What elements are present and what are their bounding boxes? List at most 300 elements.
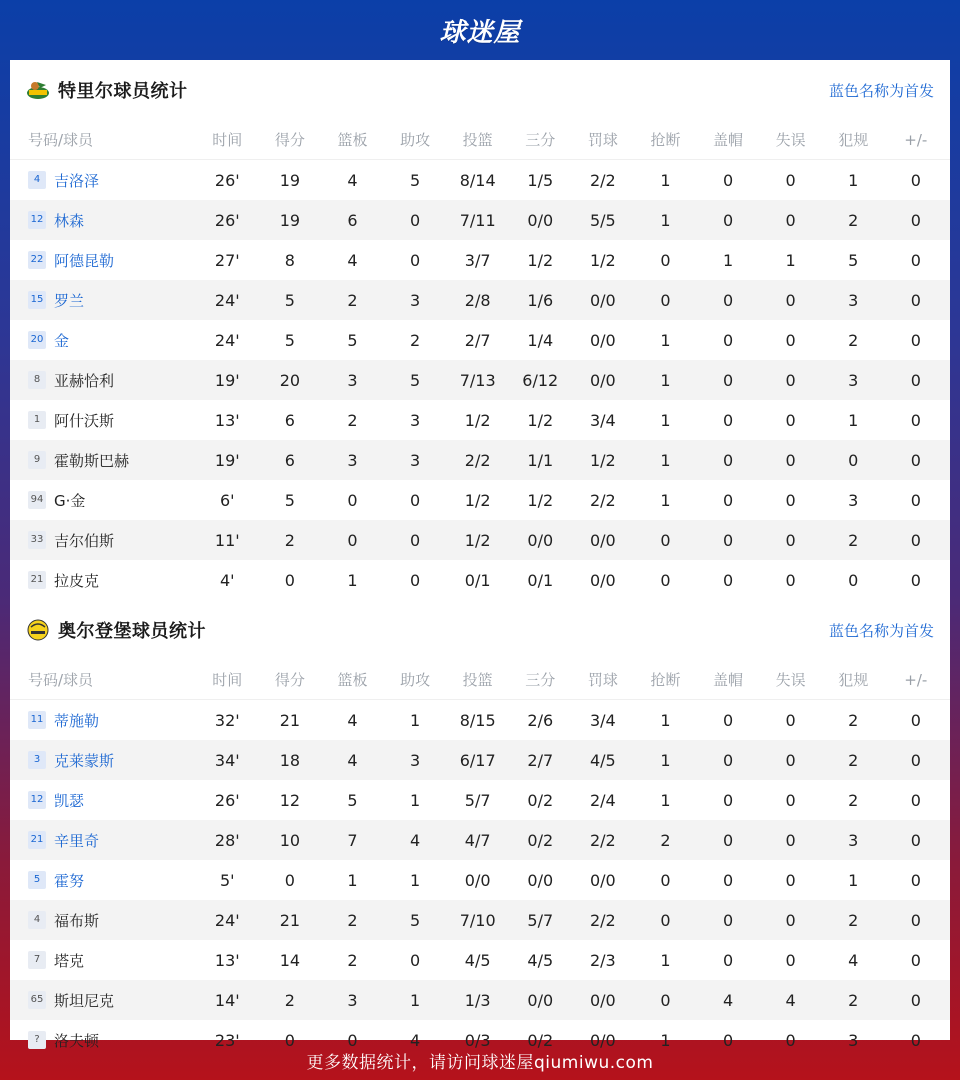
stat-cell: 0 bbox=[409, 950, 421, 970]
stat-cell: 8/15 bbox=[459, 710, 496, 730]
column-header: 犯规 bbox=[838, 131, 869, 149]
stat-cell: 7/11 bbox=[459, 210, 496, 230]
stat-cell: 27' bbox=[214, 250, 240, 270]
stat-cell: 0 bbox=[910, 370, 921, 390]
stat-cell: 0 bbox=[409, 210, 421, 230]
stat-cell: 0 bbox=[722, 570, 734, 590]
stat-cell: 2 bbox=[347, 910, 358, 930]
stat-cell: 0 bbox=[910, 250, 921, 270]
stat-cell: 3 bbox=[409, 750, 421, 770]
player-row bbox=[10, 360, 950, 400]
stat-cell: 0 bbox=[722, 490, 734, 510]
stat-cell: 2/2 bbox=[589, 170, 616, 190]
stat-cell: 0 bbox=[785, 530, 796, 550]
column-header: 篮板 bbox=[337, 671, 368, 689]
site-logo: 球迷屋 bbox=[439, 17, 521, 48]
team-section bbox=[10, 600, 950, 1060]
stat-cell: 2/7 bbox=[464, 330, 491, 350]
stat-cell: 3 bbox=[409, 290, 421, 310]
stat-cell: 0/1 bbox=[527, 570, 554, 590]
player-name[interactable]: 蒂施勒 bbox=[54, 711, 100, 730]
stat-cell: 0 bbox=[910, 570, 921, 590]
stat-cell: 6' bbox=[220, 490, 235, 510]
player-row bbox=[10, 160, 950, 200]
player-name[interactable]: 拉皮克 bbox=[54, 571, 100, 590]
stat-cell: 1/2 bbox=[464, 410, 491, 430]
stat-cell: 1 bbox=[848, 410, 859, 430]
stat-cell: 4 bbox=[848, 950, 859, 970]
player-name[interactable]: 霍勒斯巴赫 bbox=[54, 451, 130, 470]
player-name[interactable]: 凯瑟 bbox=[54, 791, 85, 810]
column-header: 得分 bbox=[274, 131, 305, 149]
player-name[interactable]: 福布斯 bbox=[54, 911, 100, 930]
stat-cell: 0 bbox=[785, 330, 796, 350]
stat-cell: 0/0 bbox=[527, 870, 554, 890]
player-name[interactable]: 罗兰 bbox=[54, 291, 85, 310]
player-name[interactable]: 阿什沃斯 bbox=[54, 411, 115, 430]
site-footer[interactable]: 更多数据统计，请访问球迷屋qiumiwu.com bbox=[306, 1052, 654, 1073]
stat-cell: 0/0 bbox=[589, 990, 616, 1010]
stat-cell: 0 bbox=[910, 830, 921, 850]
jersey-number: 21 bbox=[28, 571, 46, 589]
stat-cell: 10 bbox=[279, 830, 301, 850]
stat-cell: 5 bbox=[409, 170, 421, 190]
stat-cell: 2 bbox=[848, 330, 859, 350]
stat-cell: 4 bbox=[347, 170, 358, 190]
stat-cell: 0 bbox=[785, 450, 796, 470]
stat-cell: 28' bbox=[214, 830, 240, 850]
stat-cell: 1/2 bbox=[589, 450, 616, 470]
starter-legend-note: 蓝色名称为首发 bbox=[828, 82, 934, 100]
stat-cell: 0 bbox=[660, 870, 671, 890]
player-name[interactable]: 吉尔伯斯 bbox=[54, 531, 115, 550]
stat-cell: 7/10 bbox=[459, 910, 496, 930]
player-name[interactable]: 霍努 bbox=[54, 871, 85, 890]
stat-cell: 0/2 bbox=[527, 790, 554, 810]
stat-cell: 0 bbox=[722, 750, 734, 770]
trier-team-logo bbox=[26, 79, 50, 101]
stat-cell: 0 bbox=[722, 210, 734, 230]
stat-cell: 18 bbox=[279, 750, 301, 770]
stat-cell: 0 bbox=[785, 710, 796, 730]
stat-cell: 19 bbox=[279, 170, 301, 190]
stat-cell: 1 bbox=[347, 570, 358, 590]
jersey-number: 4 bbox=[28, 171, 46, 189]
stat-cell: 0 bbox=[910, 1030, 921, 1050]
player-name-cell[interactable] bbox=[10, 290, 196, 311]
stat-cell: 1/3 bbox=[464, 990, 491, 1010]
player-name-cell[interactable] bbox=[10, 250, 196, 271]
jersey-number: 4 bbox=[28, 911, 46, 929]
stat-cell: 0 bbox=[910, 530, 921, 550]
player-row bbox=[10, 700, 950, 740]
player-name-cell[interactable] bbox=[10, 990, 196, 1011]
stat-cell: 8 bbox=[284, 250, 295, 270]
player-row bbox=[10, 560, 950, 600]
column-header: 三分 bbox=[525, 671, 556, 689]
stat-cell: 0/0 bbox=[527, 990, 554, 1010]
stat-cell: 0/0 bbox=[589, 530, 616, 550]
stat-cell: 0 bbox=[785, 950, 796, 970]
column-header: 时间 bbox=[212, 671, 243, 689]
stat-cell: 1 bbox=[409, 870, 421, 890]
stat-cell: 1/2 bbox=[589, 250, 616, 270]
player-name[interactable]: 洛夫顿 bbox=[54, 1031, 100, 1050]
player-name-cell[interactable] bbox=[10, 950, 196, 971]
jersey-number: 8 bbox=[28, 371, 46, 389]
stat-cell: 0 bbox=[910, 710, 921, 730]
stat-cell: 0 bbox=[722, 530, 734, 550]
stat-cell: 0 bbox=[910, 790, 921, 810]
stat-cell: 0 bbox=[660, 990, 671, 1010]
stat-cell: 26' bbox=[214, 790, 240, 810]
stat-cell: 2/6 bbox=[527, 710, 554, 730]
stat-cell: 11' bbox=[214, 530, 240, 550]
player-name[interactable]: 辛里奇 bbox=[54, 831, 100, 850]
column-header: 罚球 bbox=[587, 671, 618, 689]
stat-cell: 0 bbox=[347, 530, 358, 550]
stat-cell: 1 bbox=[848, 170, 859, 190]
stat-cell: 0 bbox=[722, 410, 734, 430]
player-name[interactable]: 克莱蒙斯 bbox=[54, 751, 115, 770]
stat-cell: 0 bbox=[785, 1030, 796, 1050]
jersey-number: 94 bbox=[28, 491, 46, 509]
stat-cell: 0/2 bbox=[527, 830, 554, 850]
stat-cell: 0/0 bbox=[527, 530, 554, 550]
player-name-cell[interactable] bbox=[10, 330, 196, 351]
stat-cell: 24' bbox=[214, 330, 240, 350]
stat-cell: 1/2 bbox=[527, 250, 554, 270]
stat-cell: 1 bbox=[660, 490, 671, 510]
player-name[interactable]: 林森 bbox=[54, 211, 85, 230]
stat-cell: 20 bbox=[279, 370, 301, 390]
player-row bbox=[10, 480, 950, 520]
stat-cell: 1/5 bbox=[527, 170, 554, 190]
stat-cell: 8/14 bbox=[459, 170, 496, 190]
player-name[interactable]: 金 bbox=[54, 331, 70, 350]
stat-cell: 1/1 bbox=[527, 450, 554, 470]
player-row bbox=[10, 940, 950, 980]
player-row bbox=[10, 740, 950, 780]
stat-cell: 0 bbox=[660, 530, 671, 550]
column-header: 盖帽 bbox=[713, 131, 744, 149]
jersey-number: 11 bbox=[28, 711, 46, 729]
stat-cell: 0 bbox=[409, 570, 421, 590]
stat-cell: 1 bbox=[660, 370, 671, 390]
stat-cell: 2 bbox=[284, 990, 295, 1010]
stat-cell: 0 bbox=[910, 290, 921, 310]
stat-cell: 0/0 bbox=[589, 370, 616, 390]
stat-cell: 2/2 bbox=[464, 450, 491, 470]
jersey-number: ? bbox=[28, 1031, 46, 1049]
stat-cell: 2/7 bbox=[527, 750, 554, 770]
player-name-cell[interactable] bbox=[10, 530, 196, 551]
stat-cell: 0/0 bbox=[589, 1030, 616, 1050]
stat-cell: 26' bbox=[214, 210, 240, 230]
stat-cell: 0 bbox=[722, 450, 734, 470]
starter-legend-note: 蓝色名称为首发 bbox=[828, 622, 934, 640]
jersey-number: 33 bbox=[28, 531, 46, 549]
player-name-cell[interactable] bbox=[10, 910, 196, 931]
player-row bbox=[10, 980, 950, 1020]
stat-cell: 5 bbox=[284, 490, 295, 510]
stat-cell: 0 bbox=[910, 910, 921, 930]
stat-cell: 1 bbox=[660, 950, 671, 970]
player-row bbox=[10, 280, 950, 320]
stat-cell: 3 bbox=[848, 490, 859, 510]
stat-cell: 19' bbox=[214, 450, 240, 470]
player-name-cell[interactable] bbox=[10, 870, 196, 891]
stat-cell: 0 bbox=[409, 530, 421, 550]
stat-cell: 0 bbox=[848, 450, 859, 470]
jersey-number: 3 bbox=[28, 751, 46, 769]
player-name-cell[interactable] bbox=[10, 170, 196, 191]
stat-cell: 0/2 bbox=[527, 1030, 554, 1050]
stat-cell: 5 bbox=[284, 290, 295, 310]
stat-cell: 0 bbox=[722, 710, 734, 730]
stat-cell: 4 bbox=[347, 750, 358, 770]
stat-cell: 13' bbox=[214, 950, 240, 970]
stat-cell: 4/7 bbox=[464, 830, 491, 850]
stat-cell: 2 bbox=[347, 950, 358, 970]
player-name[interactable]: 阿德昆勒 bbox=[54, 251, 115, 270]
stat-cell: 1 bbox=[660, 750, 671, 770]
stat-cell: 2 bbox=[848, 210, 859, 230]
stat-cell: 0 bbox=[722, 950, 734, 970]
stat-cell: 0/0 bbox=[589, 570, 616, 590]
stat-cell: 3 bbox=[347, 370, 358, 390]
team-section bbox=[10, 60, 950, 600]
stat-cell: 0 bbox=[722, 170, 734, 190]
column-header: 得分 bbox=[274, 671, 305, 689]
stat-cell: 0 bbox=[785, 170, 796, 190]
player-row bbox=[10, 900, 950, 940]
stat-cell: 2 bbox=[660, 830, 671, 850]
stat-cell: 1/4 bbox=[527, 330, 554, 350]
stat-cell: 0 bbox=[910, 170, 921, 190]
stat-cell: 7 bbox=[347, 830, 358, 850]
stat-cell: 2/2 bbox=[589, 910, 616, 930]
stat-cell: 6/17 bbox=[459, 750, 496, 770]
player-name[interactable]: 亚赫恰利 bbox=[54, 371, 115, 390]
stat-cell: 3 bbox=[848, 830, 859, 850]
stat-cell: 5 bbox=[848, 250, 859, 270]
stat-cell: 0 bbox=[785, 790, 796, 810]
table-header-row bbox=[10, 120, 950, 160]
stat-cell: 0 bbox=[910, 870, 921, 890]
player-row bbox=[10, 400, 950, 440]
jersey-number: 9 bbox=[28, 451, 46, 469]
stat-cell: 4 bbox=[722, 990, 734, 1010]
stat-cell: 6 bbox=[347, 210, 358, 230]
stat-cell: 5/5 bbox=[589, 210, 616, 230]
column-header: 犯规 bbox=[838, 671, 869, 689]
stat-cell: 0 bbox=[848, 570, 859, 590]
stat-cell: 1 bbox=[722, 250, 734, 270]
player-name-cell[interactable] bbox=[10, 830, 196, 851]
jersey-number: 1 bbox=[28, 411, 46, 429]
player-name-cell[interactable] bbox=[10, 570, 196, 591]
stat-cell: 1 bbox=[409, 710, 421, 730]
stat-cell: 2/8 bbox=[464, 290, 491, 310]
column-header: 抢断 bbox=[650, 671, 681, 689]
column-header: 时间 bbox=[212, 131, 243, 149]
stat-cell: 0 bbox=[910, 490, 921, 510]
stat-cell: 1/2 bbox=[527, 490, 554, 510]
stat-cell: 0 bbox=[785, 210, 796, 230]
player-name-cell[interactable] bbox=[10, 450, 196, 471]
stat-cell: 0 bbox=[785, 410, 796, 430]
stat-cell: 0 bbox=[910, 750, 921, 770]
stat-cell: 0 bbox=[284, 1030, 295, 1050]
jersey-number: 12 bbox=[28, 791, 46, 809]
stat-cell: 0 bbox=[409, 490, 421, 510]
player-name[interactable]: 斯坦尼克 bbox=[54, 991, 115, 1010]
stat-cell: 1 bbox=[660, 170, 671, 190]
stat-cell: 3 bbox=[848, 1030, 859, 1050]
stat-cell: 1/2 bbox=[464, 530, 491, 550]
stat-cell: 1 bbox=[660, 1030, 671, 1050]
player-name-cell[interactable] bbox=[10, 710, 196, 731]
stat-cell: 2 bbox=[848, 530, 859, 550]
player-row bbox=[10, 320, 950, 360]
stat-cell: 0 bbox=[910, 450, 921, 470]
column-header: 罚球 bbox=[587, 131, 618, 149]
stat-cell: 3 bbox=[347, 450, 358, 470]
stat-cell: 2 bbox=[284, 530, 295, 550]
jersey-number: 22 bbox=[28, 251, 46, 269]
stat-cell: 3 bbox=[347, 990, 358, 1010]
player-name[interactable]: 塔克 bbox=[54, 951, 85, 970]
stat-cell: 0 bbox=[910, 990, 921, 1010]
stat-cell: 2/2 bbox=[589, 490, 616, 510]
team-title-bar bbox=[10, 600, 950, 660]
stat-cell: 0/0 bbox=[589, 870, 616, 890]
stat-cell: 2 bbox=[409, 330, 421, 350]
stat-cell: 0 bbox=[660, 290, 671, 310]
stat-cell: 3 bbox=[409, 450, 421, 470]
stat-cell: 0 bbox=[347, 1030, 358, 1050]
stat-cell: 0 bbox=[347, 490, 358, 510]
stat-cell: 0/0 bbox=[527, 210, 554, 230]
stat-cell: 4/5 bbox=[527, 950, 554, 970]
stat-cell: 0 bbox=[284, 570, 295, 590]
jersey-number: 21 bbox=[28, 831, 46, 849]
stat-cell: 3/4 bbox=[589, 410, 616, 430]
stat-cell: 5 bbox=[347, 790, 358, 810]
stat-cell: 0/3 bbox=[464, 1030, 491, 1050]
player-name-cell[interactable] bbox=[10, 410, 196, 431]
stat-cell: 24' bbox=[214, 910, 240, 930]
stat-cell: 14 bbox=[279, 950, 301, 970]
stat-cell: 32' bbox=[214, 710, 240, 730]
stat-cell: 6 bbox=[284, 410, 295, 430]
player-name[interactable]: G·金 bbox=[54, 491, 86, 510]
column-header: 号码/球员 bbox=[28, 131, 94, 149]
stat-cell: 5 bbox=[284, 330, 295, 350]
player-name-cell[interactable] bbox=[10, 370, 196, 391]
stat-cell: 23' bbox=[214, 1030, 240, 1050]
stat-cell: 0/1 bbox=[464, 570, 491, 590]
stat-cell: 0/0 bbox=[589, 330, 616, 350]
player-name[interactable]: 吉洛泽 bbox=[54, 171, 100, 190]
column-header: 篮板 bbox=[337, 131, 368, 149]
stat-cell: 1 bbox=[660, 330, 671, 350]
stat-cell: 1 bbox=[848, 870, 859, 890]
player-row bbox=[10, 520, 950, 560]
stat-cell: 0 bbox=[910, 330, 921, 350]
stat-cell: 19' bbox=[214, 370, 240, 390]
stat-cell: 3/4 bbox=[589, 710, 616, 730]
stat-cell: 4 bbox=[409, 1030, 421, 1050]
stat-cell: 0 bbox=[409, 250, 421, 270]
column-header: 助攻 bbox=[400, 671, 431, 689]
stat-cell: 0 bbox=[722, 290, 734, 310]
jersey-number: 7 bbox=[28, 951, 46, 969]
player-name-cell[interactable] bbox=[10, 790, 196, 811]
stat-cell: 0/0 bbox=[464, 870, 491, 890]
stat-cell: 1 bbox=[660, 210, 671, 230]
stat-cell: 4 bbox=[347, 710, 358, 730]
jersey-number: 15 bbox=[28, 291, 46, 309]
table-header-row bbox=[10, 660, 950, 700]
stat-cell: 1 bbox=[660, 410, 671, 430]
oldenburg-team-logo bbox=[26, 619, 50, 641]
stat-cell: 4' bbox=[220, 570, 235, 590]
stat-cell: 3 bbox=[848, 370, 859, 390]
stat-cell: 3/7 bbox=[464, 250, 491, 270]
stat-cell: 0 bbox=[722, 830, 734, 850]
jersey-number: 5 bbox=[28, 871, 46, 889]
site-header bbox=[0, 0, 960, 60]
stat-cell: 5/7 bbox=[527, 910, 554, 930]
column-header: 三分 bbox=[525, 131, 556, 149]
player-row bbox=[10, 820, 950, 860]
stat-cell: 1 bbox=[409, 790, 421, 810]
stat-cell: 5 bbox=[347, 330, 358, 350]
stat-cell: 5' bbox=[220, 870, 235, 890]
column-header: 盖帽 bbox=[713, 671, 744, 689]
player-row bbox=[10, 780, 950, 820]
stat-cell: 4 bbox=[409, 830, 421, 850]
column-header: +/- bbox=[904, 670, 928, 689]
stat-cell: 2/2 bbox=[589, 830, 616, 850]
player-name-cell[interactable] bbox=[10, 210, 196, 231]
stat-cell: 4 bbox=[347, 250, 358, 270]
stat-cell: 7/13 bbox=[459, 370, 496, 390]
stat-cell: 0 bbox=[660, 250, 671, 270]
stat-cell: 0 bbox=[722, 790, 734, 810]
stat-cell: 0 bbox=[910, 950, 921, 970]
stat-cell: 21 bbox=[279, 910, 301, 930]
stat-cell: 1 bbox=[660, 450, 671, 470]
stat-cell: 0 bbox=[785, 910, 796, 930]
jersey-number: 20 bbox=[28, 331, 46, 349]
stat-cell: 1 bbox=[347, 870, 358, 890]
player-row bbox=[10, 200, 950, 240]
column-header: 投篮 bbox=[462, 671, 493, 689]
stat-cell: 1 bbox=[785, 250, 796, 270]
player-name-cell[interactable] bbox=[10, 750, 196, 771]
stat-cell: 1 bbox=[660, 710, 671, 730]
stat-cell: 2/4 bbox=[589, 790, 616, 810]
stat-cell: 2 bbox=[848, 990, 859, 1010]
stat-cell: 26' bbox=[214, 170, 240, 190]
stat-cell: 0 bbox=[284, 870, 295, 890]
stat-cell: 0 bbox=[785, 370, 796, 390]
player-name-cell[interactable] bbox=[10, 490, 196, 511]
stat-cell: 0 bbox=[785, 570, 796, 590]
